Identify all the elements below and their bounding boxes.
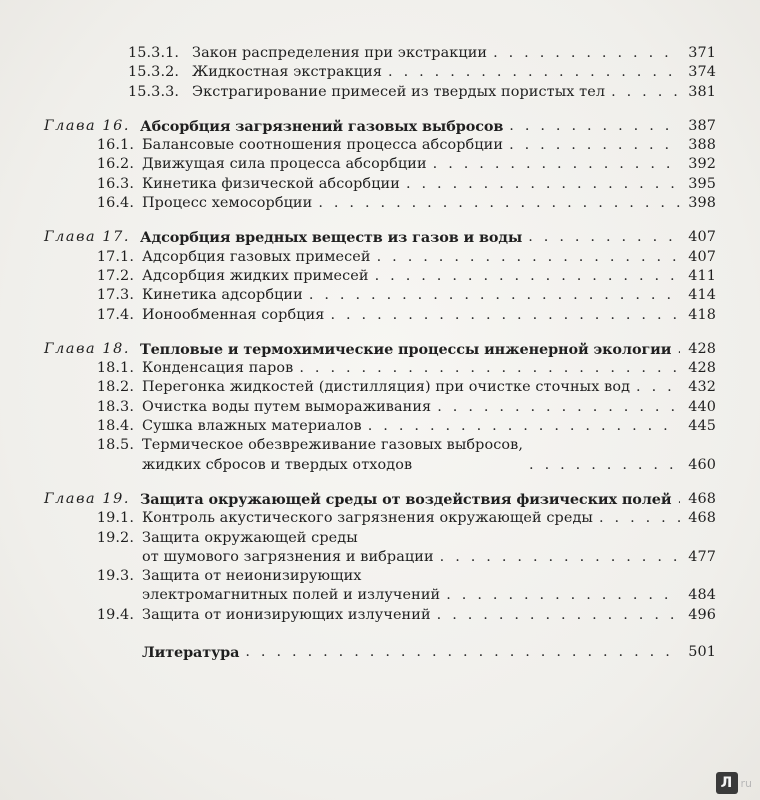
section-number: 18.2. <box>96 379 134 396</box>
page-number: 381 <box>688 83 716 100</box>
section-title: Сушка влажных материалов <box>142 418 362 435</box>
leader-dots <box>529 456 680 475</box>
chapter-title: Адсорбция вредных веществ из газов и воды <box>140 229 523 247</box>
toc-chapter-16 <box>44 117 716 136</box>
leader-dots <box>368 417 680 436</box>
section-number: 17.2. <box>96 267 134 284</box>
leader-dots <box>299 359 680 378</box>
section-number: 18.4. <box>96 418 134 435</box>
section-number: 17.3. <box>96 287 134 304</box>
section-number: 17.4. <box>96 306 134 323</box>
section-number: 18.1. <box>96 360 134 377</box>
section-title: Кинетика физической абсорбции <box>142 175 400 192</box>
subsection-number: 15.3.1. <box>128 45 180 61</box>
leader-dots <box>446 586 680 605</box>
section-title: Ионообменная сорбция <box>142 306 325 323</box>
section-number: 18.3. <box>96 398 134 415</box>
chapter-title: Защита окружающей среды от воздействия физических полей <box>140 490 672 508</box>
page-number: 484 <box>688 587 716 604</box>
section-number: 16.3. <box>96 175 134 192</box>
subsection-number: 15.3.2. <box>128 64 180 81</box>
chapter-number: Глава 16. <box>44 117 131 134</box>
toc-subsection-15-3-1 <box>44 44 716 63</box>
section-title: Балансовые соотношения процесса абсорбции <box>142 137 504 154</box>
page-number: 501 <box>688 644 716 661</box>
toc-section-18-5 <box>44 436 716 475</box>
section-title: Движущая сила процесса абсорбции <box>142 156 427 173</box>
section-title: Адсорбция жидких примесей <box>142 267 369 284</box>
watermark-logo: Л <box>716 772 738 794</box>
leader-dots <box>677 340 680 359</box>
chapter-title: Тепловые и термохимические процессы инженерной экологии <box>140 340 672 358</box>
toc-chapter-19 <box>44 490 716 509</box>
page-number: 428 <box>688 360 716 377</box>
section-title: Процесс хемосорбции <box>142 195 313 212</box>
leader-dots <box>330 306 680 325</box>
toc-subsection-15-3-3 <box>44 83 716 102</box>
page-number: 392 <box>688 156 716 173</box>
section-number: 16.4. <box>96 195 134 212</box>
leader-dots <box>318 194 680 213</box>
section-title: Кинетика адсорбции <box>142 287 303 304</box>
section-title: Конденсация паров <box>142 360 294 377</box>
section-title: Очистка воды путем вымораживания <box>142 398 432 415</box>
section-number: 16.1. <box>96 137 134 154</box>
page-number: 468 <box>688 490 716 507</box>
page-number: 398 <box>688 195 716 212</box>
leader-dots <box>437 398 680 417</box>
toc-section-16-2 <box>44 155 716 174</box>
page-number: 496 <box>688 606 716 623</box>
section-title <box>142 529 434 568</box>
section-number: 17.1. <box>96 248 134 265</box>
section-number: 19.1. <box>96 510 134 527</box>
leader-dots <box>245 643 680 662</box>
page-number: 440 <box>688 398 716 415</box>
toc-literature <box>44 643 716 662</box>
chapter-title: Абсорбция загрязнений газовых выбросов <box>140 117 504 135</box>
section-title <box>142 567 440 606</box>
page-number: 414 <box>688 287 716 304</box>
subsection-title: Закон распределения при экстракции <box>192 45 488 61</box>
subsection-number: 15.3.3. <box>128 83 180 100</box>
toc-section-16-1 <box>44 136 716 155</box>
page-number: 418 <box>688 306 716 323</box>
page-number: 395 <box>688 175 716 192</box>
toc-section-19-4 <box>44 606 716 625</box>
toc-section-16-4 <box>44 194 716 213</box>
leader-dots <box>677 490 680 509</box>
leader-dots <box>309 286 680 305</box>
toc-section-19-1 <box>44 509 716 528</box>
chapter-number: Глава 17. <box>44 229 131 246</box>
toc-section-18-1 <box>44 359 716 378</box>
leader-dots <box>388 63 680 82</box>
literature-title: Литература <box>142 644 240 662</box>
leader-dots <box>406 175 680 194</box>
section-number: 16.2. <box>96 156 134 173</box>
leader-dots <box>528 228 680 247</box>
section-title-line: Термическое обезвреживание газовых выбросов, <box>142 437 524 454</box>
section-title: Перегонка жидкостей (дистилляция) при очистке сточных вод <box>142 379 631 396</box>
site-watermark <box>716 772 753 794</box>
leader-dots <box>493 44 680 63</box>
section-title-line: жидких сбросов и твердых отходов <box>142 456 413 473</box>
page-number: 371 <box>688 45 716 61</box>
toc-section-19-2 <box>44 529 716 568</box>
leader-dots <box>433 155 680 174</box>
page-number: 411 <box>688 267 716 284</box>
section-title <box>142 436 523 475</box>
subsection-title: Экстрагирование примесей из твердых пористых тел <box>192 83 606 100</box>
section-number: 19.4. <box>96 606 134 623</box>
chapter-number: Глава 19. <box>44 490 131 507</box>
toc-subsection-15-3-2 <box>44 63 716 82</box>
page-number: 387 <box>688 117 716 134</box>
leader-dots <box>377 248 680 267</box>
toc-section-17-3 <box>44 286 716 305</box>
leader-dots <box>636 378 680 397</box>
page-number: 388 <box>688 137 716 154</box>
toc-section-18-4 <box>44 417 716 436</box>
table-of-contents <box>44 44 716 662</box>
page-number: 407 <box>688 248 716 265</box>
subsection-title: Жидкостная экстракция <box>192 64 383 81</box>
section-title: Контроль акустического загрязнения окружающей среды <box>142 510 593 527</box>
toc-section-17-4 <box>44 306 716 325</box>
leader-dots <box>599 509 680 528</box>
page-number: 460 <box>688 456 716 473</box>
toc-chapter-18 <box>44 340 716 359</box>
toc-section-17-2 <box>44 267 716 286</box>
section-number: 19.3. <box>96 568 134 585</box>
section-title: Адсорбция газовых примесей <box>142 248 371 265</box>
leader-dots <box>440 548 680 567</box>
page-number: 428 <box>688 340 716 357</box>
toc-section-16-3 <box>44 175 716 194</box>
toc-section-18-2 <box>44 378 716 397</box>
section-title: Защита от ионизирующих излучений <box>142 606 431 623</box>
leader-dots <box>509 136 680 155</box>
section-title-line: Защита от неионизирующих <box>142 568 362 585</box>
leader-dots <box>375 267 680 286</box>
page-number: 374 <box>688 64 716 81</box>
section-title-line: Защита окружающей среды <box>142 529 358 546</box>
section-title-line: от шумового загрязнения и вибрации <box>142 548 434 565</box>
page-number: 477 <box>688 548 716 565</box>
section-number: 19.2. <box>96 529 134 546</box>
leader-dots <box>509 117 680 136</box>
section-number: 18.5. <box>96 437 134 454</box>
watermark-text: ru <box>740 776 752 790</box>
leader-dots <box>437 606 680 625</box>
page-number: 407 <box>688 229 716 246</box>
leader-dots <box>611 83 680 102</box>
page-number: 432 <box>688 379 716 396</box>
page-number: 445 <box>688 418 716 435</box>
page-number: 468 <box>688 510 716 527</box>
chapter-number: Глава 18. <box>44 340 131 357</box>
toc-section-17-1 <box>44 248 716 267</box>
toc-section-19-3 <box>44 567 716 606</box>
toc-chapter-17 <box>44 228 716 247</box>
toc-section-18-3 <box>44 398 716 417</box>
section-title-line: электромагнитных полей и излучений <box>142 587 441 604</box>
